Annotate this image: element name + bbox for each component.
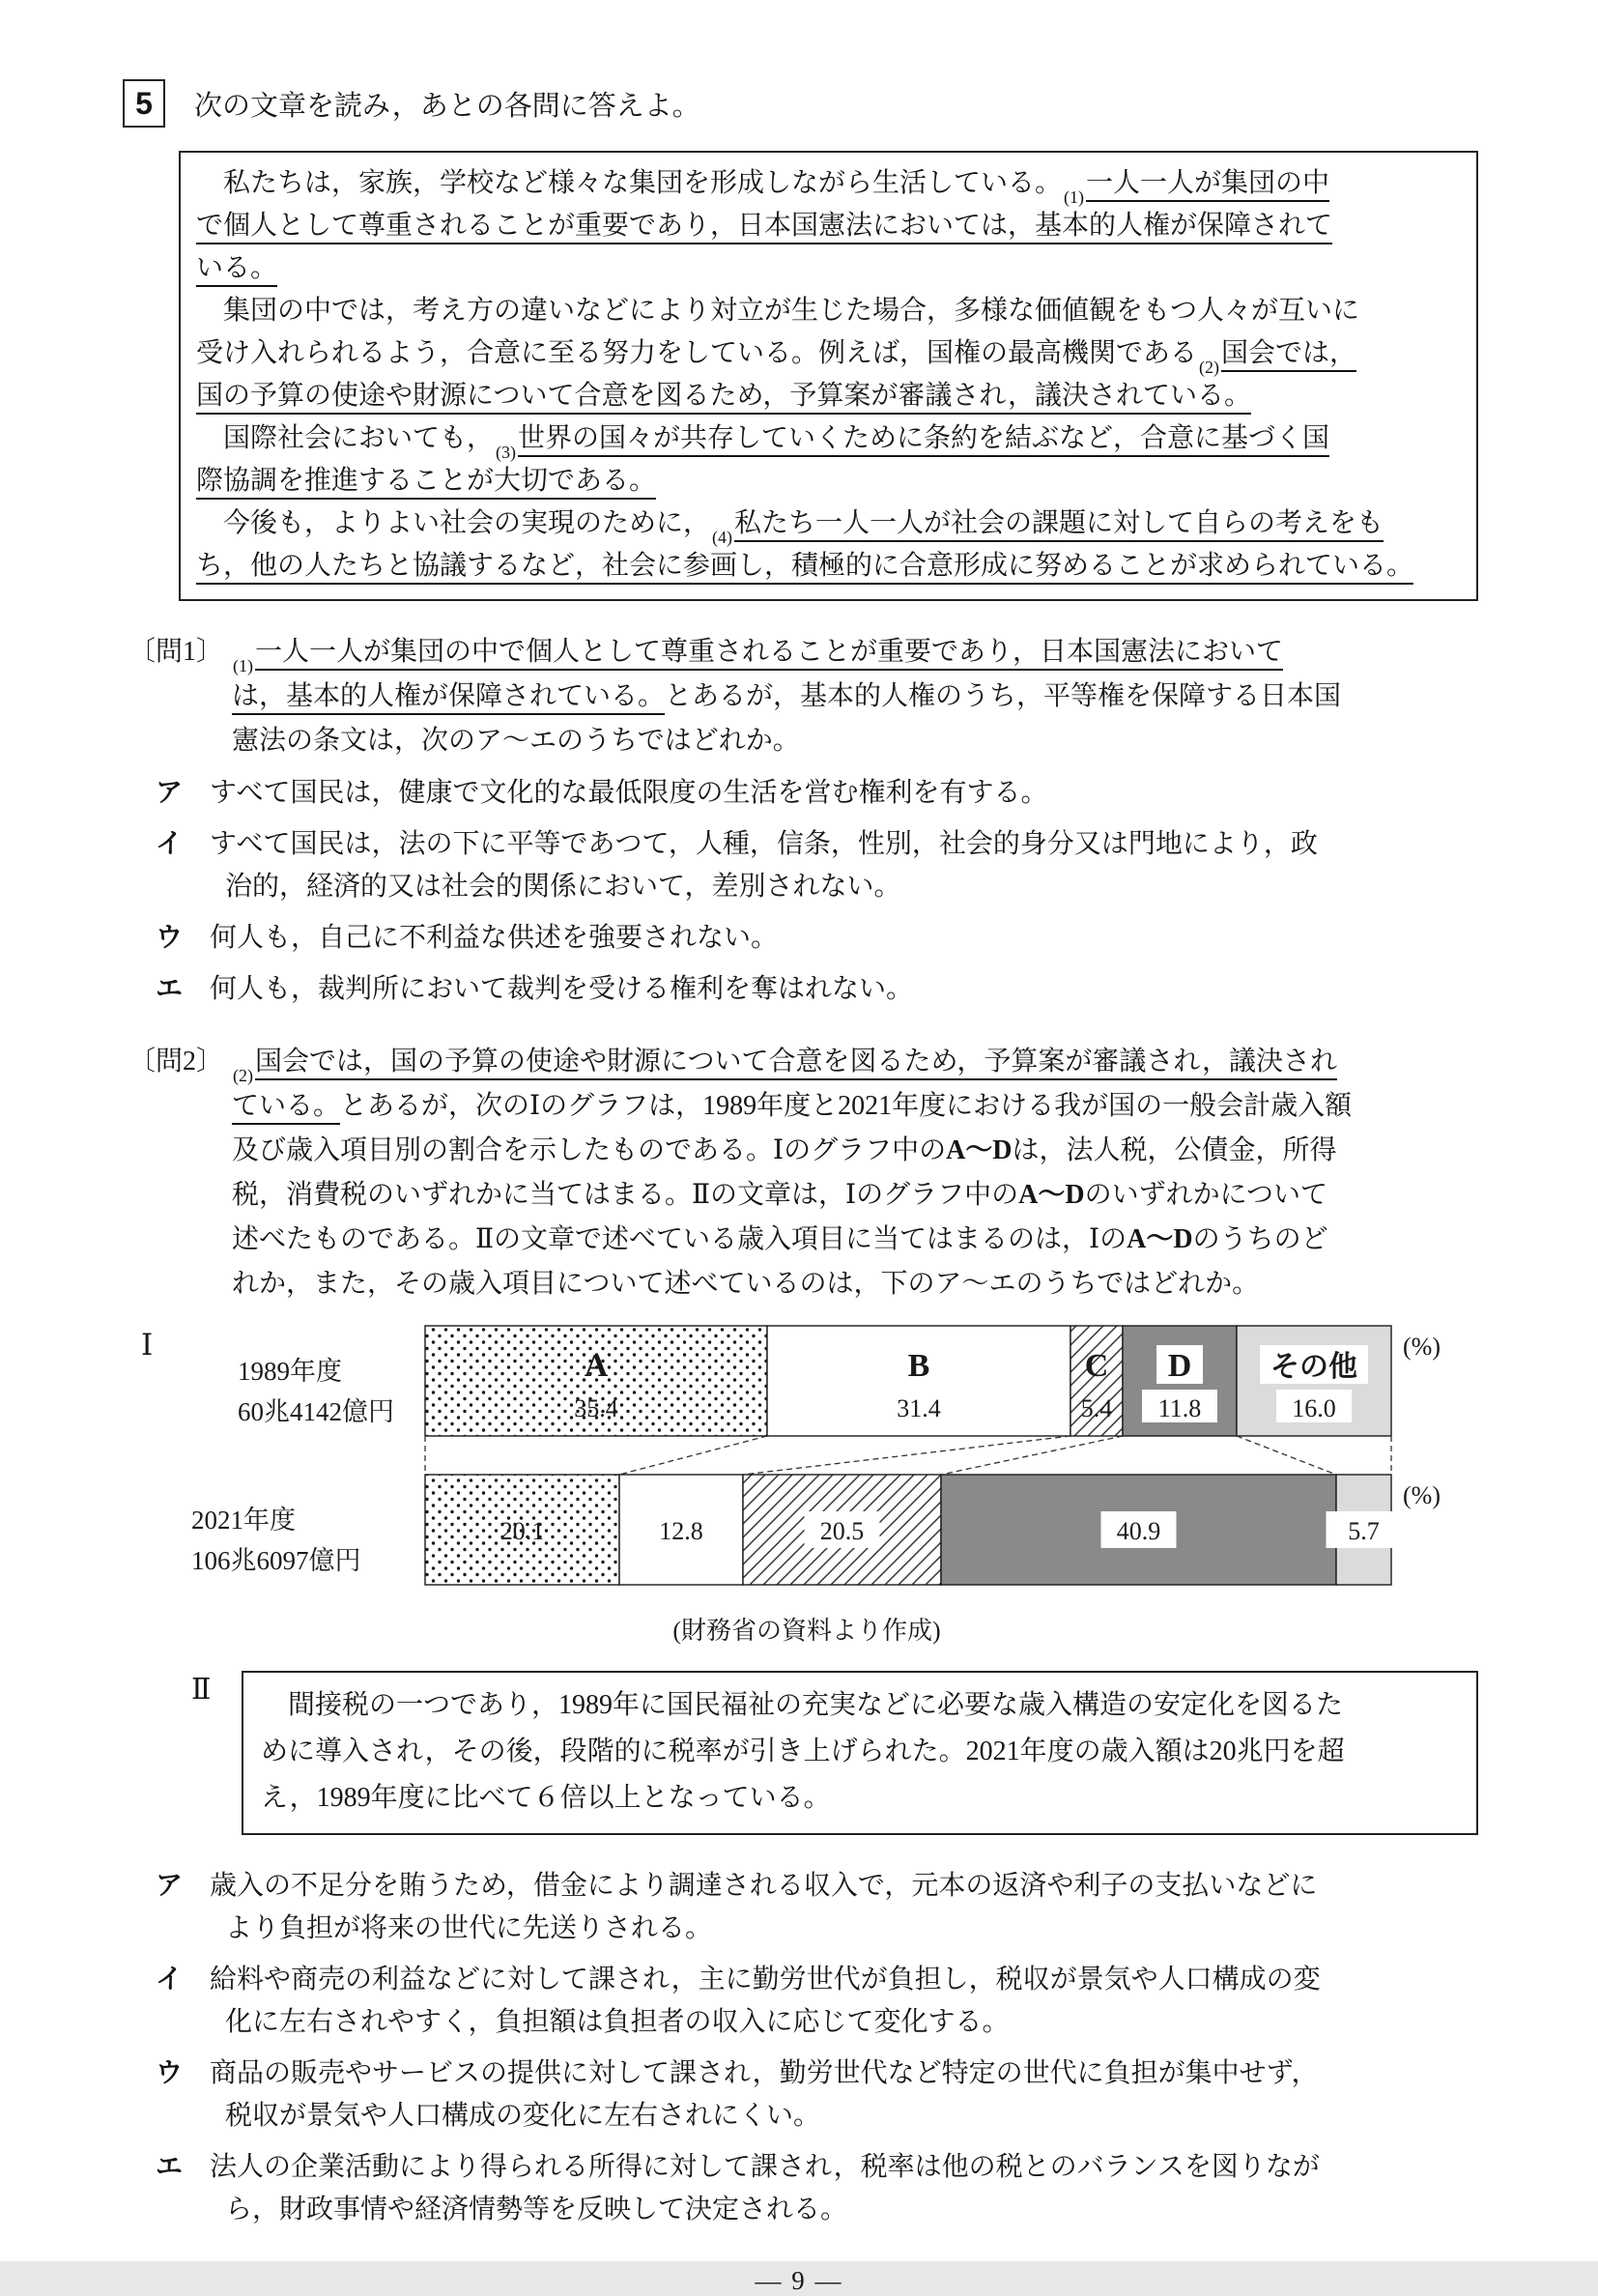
percent-unit-label: (%) — [1403, 1333, 1441, 1361]
text-line — [128, 1218, 1492, 1262]
question-header-title: 次の文章を読み，あとの各問に答えよ。 — [194, 90, 700, 122]
text-run: 集団の中では，考え方の違いなどにより対立が生じた場合，多様な価値観をもつ人々が互いに — [196, 296, 1360, 326]
ref-marker: (1) — [1064, 187, 1085, 207]
question-2-choices-section — [128, 1864, 1492, 2231]
connector-line — [941, 1436, 1123, 1475]
choice-エ — [128, 2145, 1492, 2231]
choice-marker: ウ — [156, 922, 184, 952]
passage-2-wrap — [191, 1671, 1478, 1835]
segment-value: 20.1 — [499, 1517, 545, 1545]
choice-line: イ 給料や商売の利益などに対して課され，主に勤労世代が負担し，税収が景気や人口構成の変 — [128, 1958, 1492, 2001]
text-run: 述べたものである。Ⅱの文章で述べている歳入項目に当てはまるのは，Ⅰの — [232, 1224, 1127, 1254]
choice-ウ — [128, 916, 1492, 960]
text-run: 〔問1〕 — [128, 637, 224, 667]
text-run: のいずれかについて — [1084, 1180, 1328, 1210]
choice-line: ア すべて国民は，健康で文化的な最低限度の生活を営む権利を有する。 — [128, 771, 1492, 815]
text-line — [128, 1129, 1492, 1173]
text-line — [128, 1262, 1492, 1306]
connector-line — [619, 1436, 767, 1475]
text-line — [128, 1040, 1492, 1084]
choice-marker: エ — [156, 973, 184, 1003]
segment-value: 35.4 — [574, 1394, 618, 1422]
text-run: 受け入れられるよう，合意に至る努力をしている。例えば，国権の最高機関である — [196, 338, 1198, 368]
choice-line: ウ 商品の販売やサービスの提供に対して課され，勤労世代など特定の世代に負担が集中せず， — [128, 2052, 1492, 2095]
choice-line: より負担が将来の世代に先送りされる。 — [225, 1913, 713, 1943]
underlined-text: は，基本的人権が保障されている。 — [232, 681, 665, 715]
stacked-bar-chart-svg — [135, 1320, 1492, 1645]
ref-marker: (4) — [712, 528, 733, 547]
segment-letter: D — [1167, 1348, 1192, 1384]
text-line: え，1989年度に比べて６倍以上となっている。 — [261, 1783, 831, 1813]
choice-marker: ア — [156, 777, 184, 807]
choice-line: ウ 何人も，自己に不利益な供述を強要されない。 — [128, 916, 1492, 960]
underlined-text: 国会では，国の予算の使途や財源について合意を図るため，予算案が審議され，議決され — [255, 1047, 1337, 1080]
text-run: 税，消費税のいずれかに当てはまる。Ⅱの文章は，Ⅰのグラフ中の — [232, 1180, 1019, 1210]
segment-value: 5.7 — [1348, 1517, 1380, 1545]
text-line — [196, 502, 1461, 545]
choice-ア — [128, 1864, 1492, 1950]
text-run: 及び歳入項目別の割合を示したものである。Ⅰのグラフ中の — [232, 1135, 947, 1165]
text-line: 間接税の一つであり，1989年に国民福祉の充実などに必要な歳入構造の安定化を図るた — [261, 1690, 1344, 1720]
text-run: A〜D — [1127, 1224, 1193, 1254]
choice-line: エ 法人の企業活動により得られる所得に対して課され，税率は他の税とのバランスを図りなが — [128, 2145, 1492, 2189]
text-run: 今後も，よりよい社会の実現のために， — [196, 508, 711, 538]
question-2-choices — [128, 1864, 1492, 2231]
underlined-text: 際協調を推進することが大切である。 — [196, 466, 656, 500]
underlined-text: 一人一人が集団の中 — [1086, 168, 1329, 202]
choice-ア — [128, 771, 1492, 815]
segment-letter: A — [584, 1348, 609, 1384]
choice-marker: イ — [156, 828, 184, 858]
underlined-text: ち，他の人たちと協議するなど，社会に参画し，積極的に合意形成に努めることが求められている。 — [196, 551, 1413, 585]
text-run: 〔問2〕 — [128, 1047, 224, 1076]
segment-value: 40.9 — [1116, 1517, 1161, 1545]
percent-unit-label: (%) — [1403, 1481, 1441, 1509]
page-number: — 9 — — [755, 2266, 843, 2295]
connector-line — [1237, 1436, 1336, 1475]
connector-line — [743, 1436, 1070, 1475]
question-1-choices — [128, 771, 1492, 1011]
segment-letter: B — [907, 1348, 930, 1384]
big-question-number: 5 — [123, 79, 165, 128]
question-2-text — [128, 1040, 1492, 1306]
text-line — [128, 1173, 1492, 1218]
text-line — [196, 417, 1461, 460]
choice-イ — [128, 1958, 1492, 2044]
choice-line: エ 何人も，裁判所において裁判を受ける権利を奪はれない。 — [128, 967, 1492, 1011]
row-total-label: 60兆4142億円 — [238, 1397, 394, 1426]
underlined-text: で個人として尊重されることが重要であり，日本国憲法においては，基本的人権が保障されて — [196, 211, 1332, 244]
segment-value: 20.5 — [819, 1517, 865, 1545]
choice-line: 化に左右されやすく，負担額は負担者の収入に応じて変化する。 — [225, 2007, 1010, 2037]
figure-label: Ⅰ — [141, 1328, 154, 1362]
row-total-label: 106兆6097億円 — [191, 1546, 361, 1575]
segment-letter: C — [1084, 1348, 1109, 1384]
source-note: (財務省の資料より作成) — [672, 1617, 941, 1645]
text-run: 国際社会においても， — [196, 423, 495, 453]
question-2-section — [128, 1040, 1492, 1306]
row-year-label: 1989年度 — [238, 1357, 342, 1386]
text-run: のうちのど — [1192, 1224, 1328, 1254]
choice-line: 治的，経済的又は社会的関係において，差別されない。 — [225, 872, 901, 902]
underlined-text: 国会では， — [1221, 338, 1356, 372]
text-line: めに導入され，その後，段階的に税率が引き上げられた。2021年度の歳入額は20兆円を超 — [261, 1736, 1345, 1766]
text-run: 憲法の条文は，次のア〜エのうちではどれか。 — [232, 726, 800, 756]
row-year-label: 2021年度 — [191, 1506, 296, 1535]
choice-line: 税収が景気や人口構成の変化に左右されにくい。 — [225, 2101, 821, 2131]
question-1-section — [128, 630, 1492, 1011]
text-line — [196, 460, 1461, 502]
text-run: A〜D — [946, 1135, 1013, 1165]
choice-ウ — [128, 2052, 1492, 2138]
choice-marker: イ — [156, 1964, 184, 1994]
text-line — [128, 674, 1492, 719]
choice-エ — [128, 967, 1492, 1011]
text-line — [128, 630, 1492, 674]
underlined-text: 一人一人が集団の中で個人として尊重されることが重要であり，日本国憲法において — [255, 637, 1283, 671]
text-line — [196, 205, 1461, 247]
ref-marker: (3) — [496, 443, 517, 462]
segment-letter: その他 — [1270, 1351, 1357, 1383]
passage-2-box — [242, 1671, 1478, 1835]
choice-marker: ア — [156, 1870, 184, 1900]
underlined-text: いる。 — [196, 253, 277, 287]
ref-marker: (2) — [233, 1066, 254, 1085]
underlined-text: 国の予算の使途や財源について合意を図るため，予算案が審議され，議決されている。 — [196, 381, 1251, 415]
passage-2-label: Ⅱ — [191, 1674, 212, 1706]
text-run: とあるが，次のⅠのグラフは，1989年度と2021年度における我が国の一般会計歳入額 — [340, 1091, 1353, 1121]
text-line — [128, 1084, 1492, 1129]
text-line — [196, 545, 1461, 588]
choice-line: ア 歳入の不足分を賄うため，借金により調達される収入で，元本の返済や利子の支払いなどに — [128, 1864, 1492, 1908]
text-line — [196, 162, 1461, 205]
question-header — [123, 79, 1598, 128]
text-run: 私たちは，家族，学校など様々な集団を形成しながら生活している。 — [196, 168, 1063, 198]
choice-イ — [128, 822, 1492, 908]
revenue-chart — [135, 1320, 1492, 1650]
text-run: A〜D — [1018, 1180, 1085, 1210]
segment-value: 5.4 — [1080, 1394, 1113, 1422]
text-line — [196, 290, 1461, 332]
choice-marker: エ — [156, 2151, 184, 2181]
segment-value: 31.4 — [897, 1394, 941, 1422]
text-line — [196, 247, 1461, 290]
segment-value: 12.8 — [659, 1517, 703, 1545]
question-1-text — [128, 630, 1492, 763]
choice-line: イ すべて国民は，法の下に平等であつて，人種，信条，性別，社会的身分又は門地により，政 — [128, 822, 1492, 866]
text-run: とあるが，基本的人権のうち，平等権を保障する日本国 — [665, 681, 1342, 711]
text-line — [196, 375, 1461, 417]
passage-box — [179, 151, 1478, 601]
underlined-text: 私たち一人一人が社会の課題に対して自らの考えをも — [734, 508, 1384, 542]
ref-marker: (1) — [233, 656, 254, 675]
ref-marker: (2) — [1199, 358, 1220, 377]
text-run: れか，また，その歳入項目について述べているのは，下のア〜エのうちではどれか。 — [232, 1269, 1260, 1299]
text-run: は，法人税，公債金，所得 — [1012, 1135, 1337, 1165]
underlined-text: 世界の国々が共存していくために条約を結ぶなど，合意に基づく国 — [518, 423, 1329, 457]
underlined-text: ている。 — [232, 1091, 340, 1125]
choice-line: ら，財政事情や経済情勢等を反映して決定される。 — [225, 2195, 848, 2224]
text-line — [128, 719, 1492, 763]
choice-marker: ウ — [156, 2057, 184, 2087]
segment-value: 16.0 — [1292, 1394, 1336, 1422]
text-line — [196, 332, 1461, 375]
segment-value: 11.8 — [1157, 1394, 1202, 1422]
